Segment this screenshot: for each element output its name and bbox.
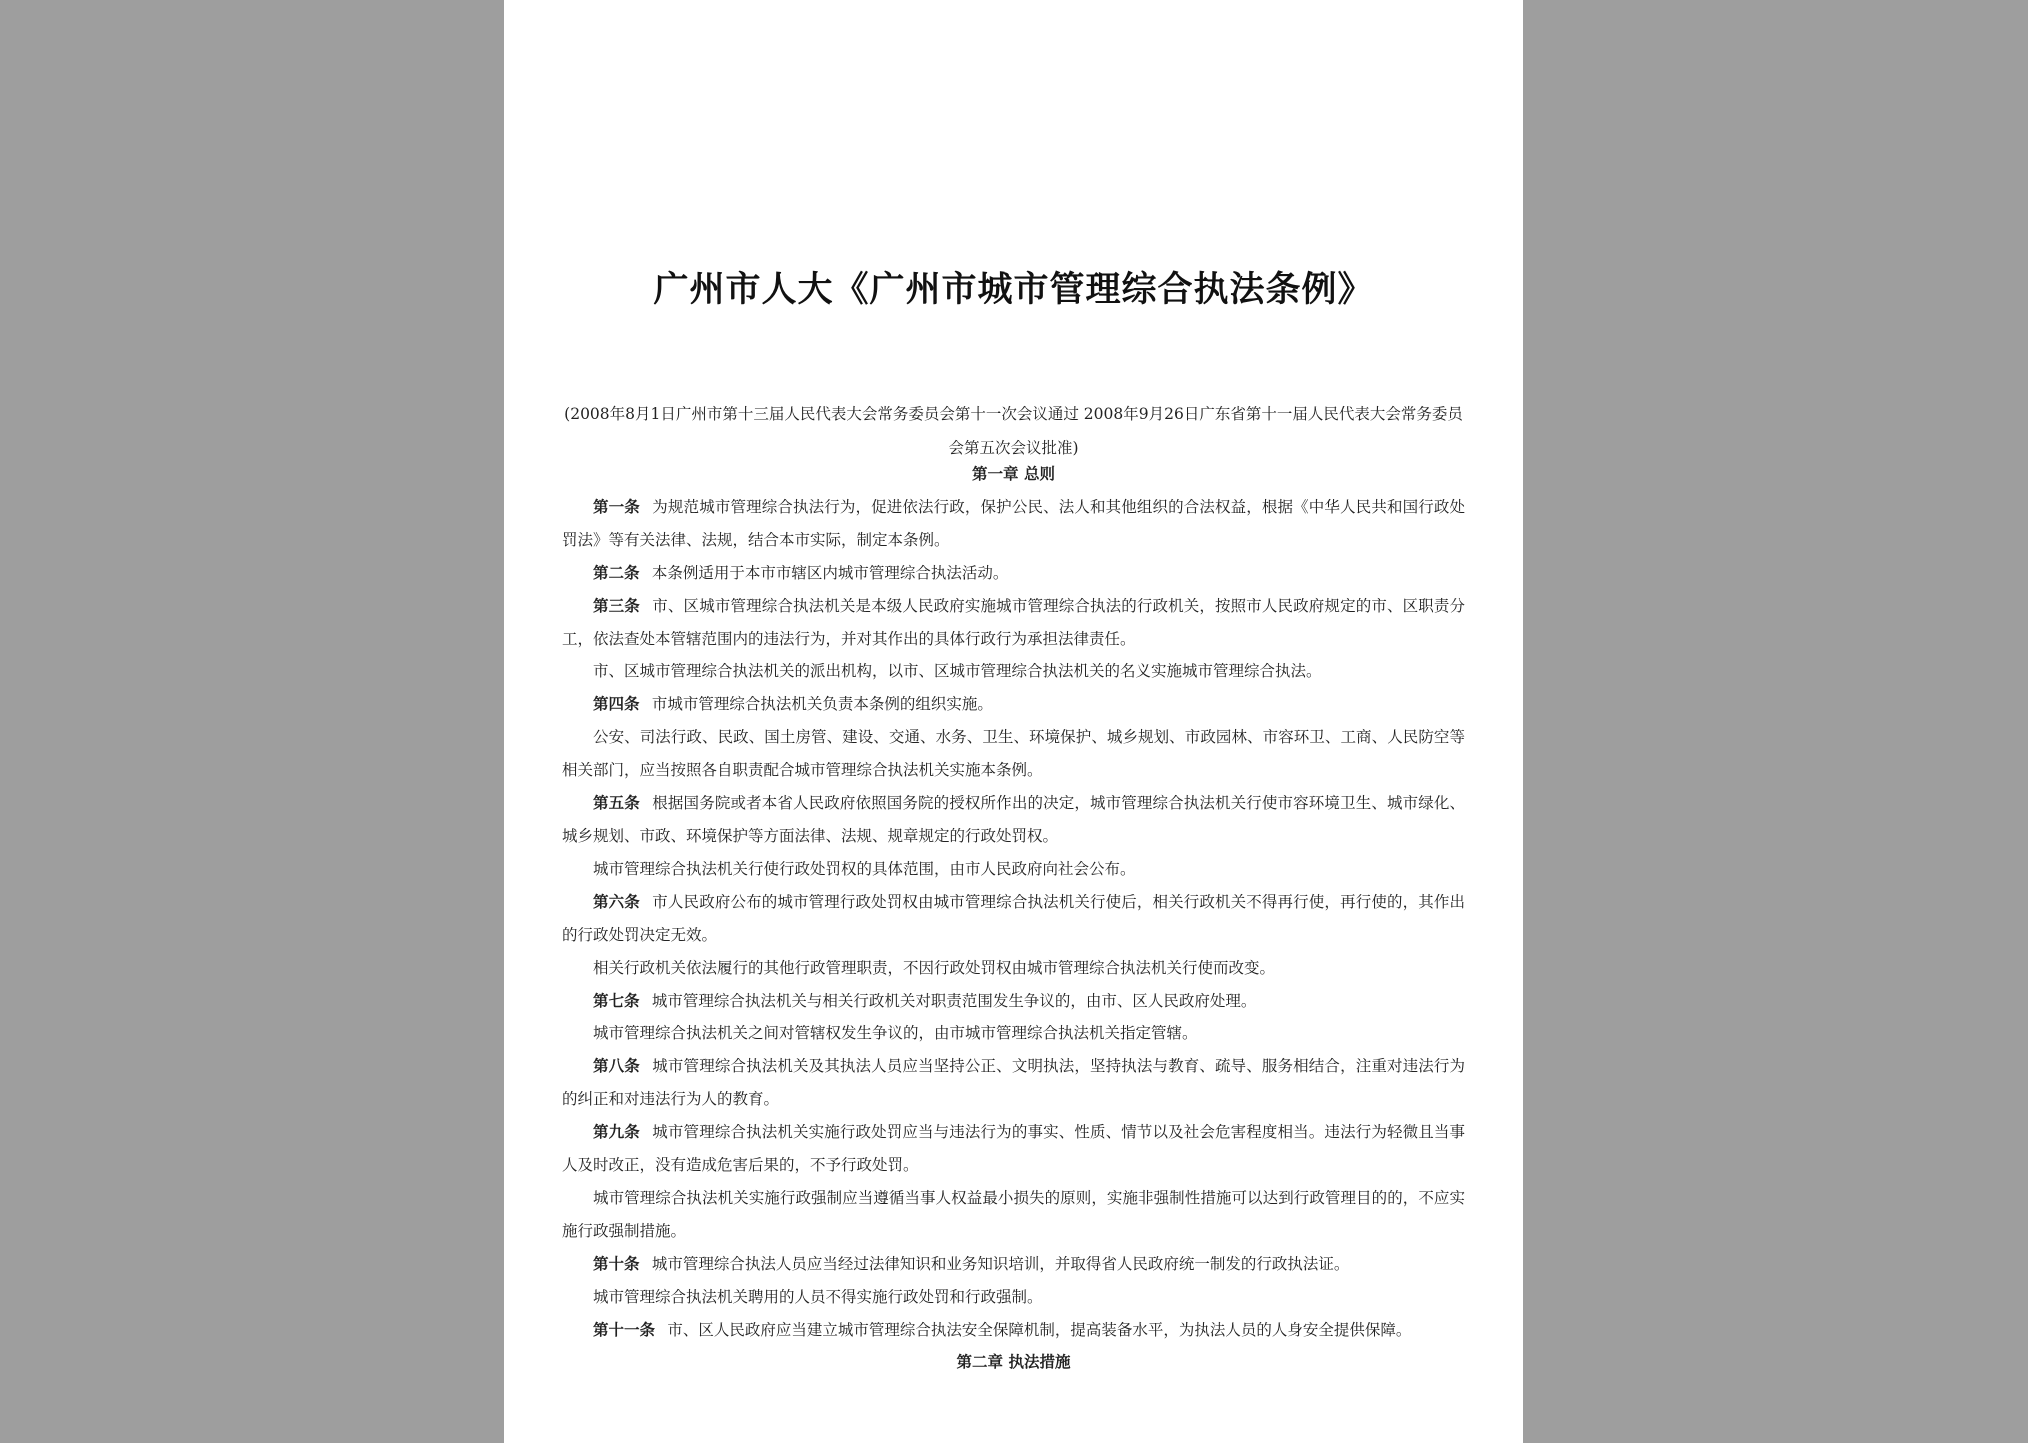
paragraph-text: 城市管理综合执法机关实施行政强制应当遵循当事人权益最小损失的原则，实施非强制性措施可以达到行政管理目的的，不应实施行政强制措施。 bbox=[562, 1188, 1465, 1240]
article-label: 第三条 bbox=[593, 596, 640, 615]
article-label: 第七条 bbox=[593, 991, 640, 1010]
paragraph-text: 城市管理综合执法机关聘用的人员不得实施行政处罚和行政强制。 bbox=[593, 1287, 1043, 1306]
paragraph-text: 市、区人民政府应当建立城市管理综合执法安全保障机制，提高装备水平，为执法人员的人身安全提供保障。 bbox=[667, 1320, 1412, 1339]
paragraph-text: 市城市管理综合执法机关负责本条例的组织实施。 bbox=[651, 695, 993, 714]
continuation-paragraph bbox=[562, 655, 1465, 688]
continuation-paragraph bbox=[562, 1281, 1465, 1314]
paragraph-text: 城市管理综合执法机关与相关行政机关对职责范围发生争议的，由市、区人民政府处理。 bbox=[651, 991, 1257, 1010]
approval-note: (2008年8月1日广州市第十三届人民代表大会常务委员会第十一次会议通过 2008年9月26日广东省第十一届人民代表大会常务委员会第五次会议批准) bbox=[564, 405, 1463, 457]
continuation-paragraph bbox=[562, 1182, 1465, 1248]
paragraph-text: 市人民政府公布的城市管理行政处罚权由城市管理综合执法机关行使后，相关行政机关不得再行使，再行使的，其作出的行政处罚决定无效。 bbox=[562, 892, 1465, 944]
chapter-heading: 第二章 执法措施 bbox=[956, 1353, 1071, 1372]
paragraph-text: 市、区城市管理综合执法机关是本级人民政府实施城市管理综合执法的行政机关，按照市人民政府规定的市、区职责分工，依法查处本管辖范围内的违法行为，并对其作出的具体行政行为承担法律责任。 bbox=[562, 596, 1465, 648]
paragraph-text: 城市管理综合执法人员应当经过法律知识和业务知识培训，并取得省人民政府统一制发的行政执法证。 bbox=[651, 1254, 1350, 1273]
article-label: 第十一条 bbox=[593, 1320, 656, 1339]
paragraph-text: 市、区城市管理综合执法机关的派出机构，以市、区城市管理综合执法机关的名义实施城市管理综合执法。 bbox=[593, 662, 1322, 681]
article-label: 第二条 bbox=[593, 563, 640, 582]
article-paragraph bbox=[562, 688, 1465, 721]
paragraph-text: 城市管理综合执法机关及其执法人员应当坚持公正、文明执法，坚持执法与教育、疏导、服务相结合，注重对违法行为的纠正和对违法行为人的教育。 bbox=[562, 1057, 1465, 1109]
chapter-heading: 第一章 总则 bbox=[972, 465, 1055, 483]
paragraph-text: 城市管理综合执法机关之间对管辖权发生争议的，由市城市管理综合执法机关指定管辖。 bbox=[593, 1024, 1198, 1043]
article-paragraph bbox=[562, 557, 1465, 590]
article-paragraph bbox=[562, 1314, 1465, 1347]
paragraph-text: 本条例适用于本市市辖区内城市管理综合执法活动。 bbox=[651, 563, 1009, 582]
article-paragraph bbox=[562, 590, 1465, 656]
continuation-paragraph bbox=[562, 952, 1465, 985]
paragraph-text: 根据国务院或者本省人民政府依照国务院的授权所作出的决定，城市管理综合执法机关行使市容环境卫生、城市绿化、城乡规划、市政、环境保护等方面法律、法规、规章规定的行政处罚权。 bbox=[562, 794, 1465, 845]
paragraph-text: 为规范城市管理综合执法行为，促进依法行政，保护公民、法人和其他组织的合法权益，根据《中华人民共和国行政处罚法》等有关法律、法规，结合本市实际，制定本条例。 bbox=[562, 497, 1465, 549]
article-paragraph bbox=[562, 1116, 1465, 1182]
continuation-paragraph bbox=[562, 853, 1465, 886]
article-label: 第四条 bbox=[593, 695, 640, 714]
paragraph-text: 城市管理综合执法机关行使行政处罚权的具体范围，由市人民政府向社会公布。 bbox=[593, 859, 1136, 878]
article-paragraph bbox=[562, 985, 1465, 1018]
document-body bbox=[562, 458, 1465, 1379]
article-label: 第十条 bbox=[593, 1254, 640, 1273]
paragraph-text: 城市管理综合执法机关实施行政处罚应当与违法行为的事实、性质、情节以及社会危害程度相当。违法行为轻微且当事人及时改正，没有造成危害后果的，不予行政处罚。 bbox=[562, 1123, 1465, 1175]
document-title: 广州市人大《广州市城市管理综合执法条例》 bbox=[653, 270, 1374, 310]
article-paragraph bbox=[562, 491, 1465, 557]
article-paragraph bbox=[562, 1050, 1465, 1116]
continuation-paragraph bbox=[562, 721, 1465, 787]
paragraph-text: 公安、司法行政、民政、国土房管、建设、交通、水务、卫生、环境保护、城乡规划、市政园林、市容环卫、工商、人民防空等相关部门，应当按照各自职责配合城市管理综合执法机关实施本条例。 bbox=[562, 728, 1465, 780]
article-paragraph bbox=[562, 1248, 1465, 1281]
article-paragraph bbox=[562, 886, 1465, 952]
paragraph-text: 相关行政机关依法履行的其他行政管理职责，不因行政处罚权由城市管理综合执法机关行使而改变。 bbox=[593, 958, 1276, 977]
article-paragraph bbox=[562, 787, 1465, 853]
document-page bbox=[504, 0, 1523, 1443]
paragraph-list bbox=[562, 491, 1465, 1347]
article-label: 第九条 bbox=[593, 1123, 640, 1142]
article-label: 第八条 bbox=[593, 1057, 640, 1076]
article-label: 第六条 bbox=[593, 892, 640, 911]
article-label: 第一条 bbox=[593, 497, 640, 516]
article-label: 第五条 bbox=[593, 794, 640, 813]
continuation-paragraph bbox=[562, 1017, 1465, 1050]
